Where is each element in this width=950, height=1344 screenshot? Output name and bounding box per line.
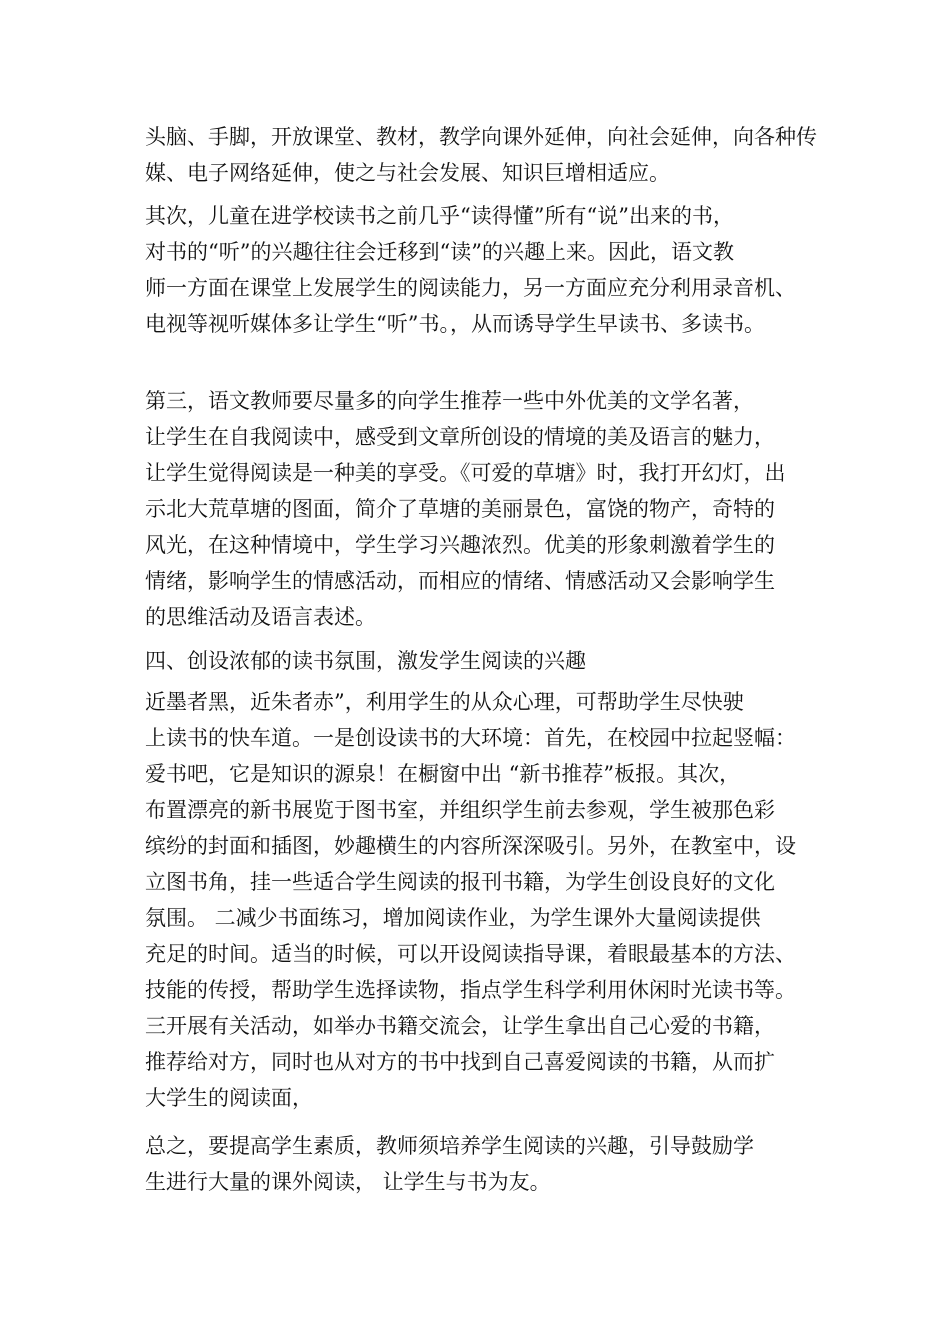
text-line: 让学生觉得阅读是一种美的享受。《可爱的草塘》时，我打开幻灯，出 [145, 461, 786, 485]
text-line: 技能的传授，帮助学生选择读物，指点学生科学利用休闲时光读书等。 [145, 978, 796, 1002]
text-line: 立图书角，挂一些适合学生阅读的报刊书籍，为学生创设良好的文化 [145, 870, 775, 894]
text-line: 推荐给对方，同时也从对方的书中找到自己喜爱阅读的书籍，从而扩 [145, 1050, 775, 1074]
text-line: 第三，语文教师要尽量多的向学生推荐一些中外优美的文学名著， [145, 389, 754, 413]
text-line: 大学生的阅读面， [145, 1086, 313, 1110]
text-line: 缤纷的封面和插图，妙趣横生的内容所深深吸引。另外，在教室中，设 [145, 834, 796, 858]
text-line: 头脑、手脚，开放课堂、教材，教学向课外延伸，向社会延伸，向各种传 [145, 125, 817, 149]
text-line: 上读书的快车道。一是创设读书的大环境：首先，在校园中拉起竖幅： [145, 726, 796, 750]
text-line: 师一方面在课堂上发展学生的阅读能力，另一方面应充分利用录音机、 [145, 276, 796, 300]
text-line: 示北大荒草塘的图面，简介了草塘的美丽景色，富饶的物产，奇特的 [145, 497, 775, 521]
text-line: 其次，儿童在进学校读书之前几乎“读得懂”所有“说”出来的书， [145, 204, 734, 228]
text-line: 电视等视听媒体多让学生“听”书。，从而诱导学生早读书、多读书。 [145, 312, 765, 336]
text-line: 布置漂亮的新书展览于图书室，并组织学生前去参观，学生被那色彩 [145, 798, 775, 822]
text-line: 生进行大量的课外阅读， 让学生与书为友。 [145, 1170, 551, 1194]
text-line: 爱书吧，它是知识的源泉！在橱窗中出 “新书推荐”板报。其次， [145, 762, 741, 786]
text-line: 氛围。 二减少书面练习，增加阅读作业，为学生课外大量阅读提供 [145, 906, 761, 930]
text-line: 充足的时间。适当的时候，可以开设阅读指导课，着眼最基本的方法、 [145, 942, 796, 966]
text-line: 情绪，影响学生的情感活动，而相应的情绪、情感活动又会影响学生 [145, 569, 775, 593]
text-line: 媒、电子网络延伸，使之与社会发展、知识巨增相适应。 [145, 161, 670, 185]
text-line: 的思维活动及语言表述。 [145, 605, 376, 629]
text-line: 让学生在自我阅读中，感受到文章所创设的情境的美及语言的魅力， [145, 425, 775, 449]
text-line: 三开展有关活动，如举办书籍交流会，让学生拿出自己心爱的书籍， [145, 1014, 775, 1038]
text-line: 近墨者黑，近朱者赤”，利用学生的从众心理，可帮助学生尽快驶 [145, 690, 744, 714]
text-line: 对书的“听”的兴趣往往会迁移到“读”的兴趣上来。因此，语文教 [145, 240, 734, 264]
text-line: 总之，要提高学生素质，教师须培养学生阅读的兴趣，引导鼓励学 [145, 1134, 754, 1158]
text-line: 风光，在这种情境中，学生学习兴趣浓烈。优美的形象刺激着学生的 [145, 533, 775, 557]
section-heading: 四、创设浓郁的读书氛围，激发学生阅读的兴趣 [145, 649, 586, 673]
